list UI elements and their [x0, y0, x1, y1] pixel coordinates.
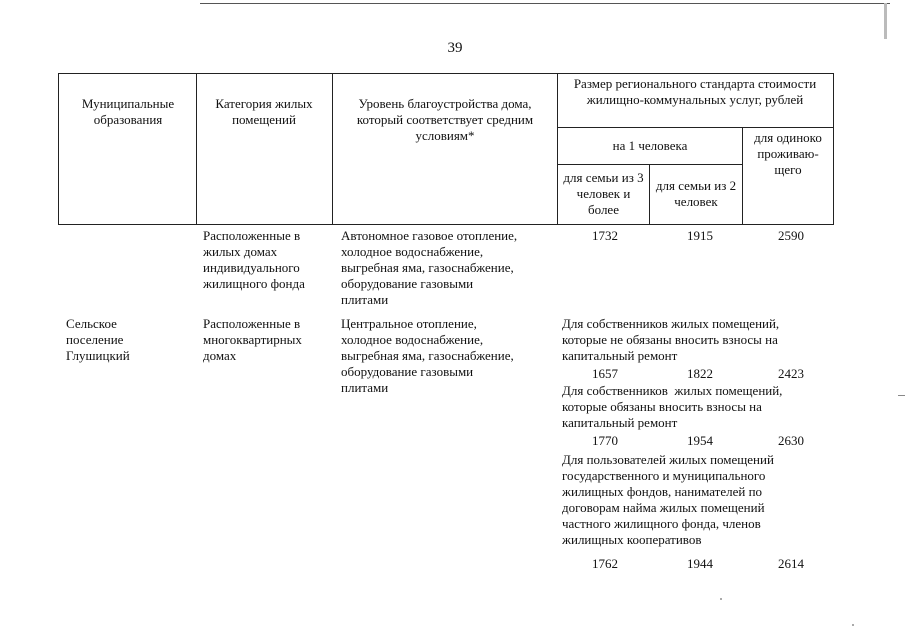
row2-group2-value-single: 2630: [778, 433, 804, 448]
row2-group3-label: Для пользователей жилых помещений государственного и муниципального жилищных фондов, нанимателей по договорам найма жилых помещений частного жилищного фонда, членов жилищных кооперативов: [562, 452, 774, 547]
top-rule: [200, 3, 890, 4]
row1-value-single: 2590: [778, 228, 804, 243]
header-family-2: для семьи из 2 человек: [655, 178, 737, 209]
row2-group3-value-single: 2614: [778, 556, 804, 571]
margin-dash: [898, 395, 905, 396]
header-housing-category: Категория жилых помещений: [215, 96, 313, 127]
row1-category: Расположенные в жилых домах индивидуального жилищного фонда: [203, 228, 305, 291]
row2-amenity-level: Центральное отопление, холодное водоснабжение, выгребная яма, газоснабжение, оборудование газовыми плитами: [341, 316, 514, 395]
row2-group2-value-family3: 1770: [592, 433, 618, 448]
header-family-3: для семьи из 3 человек и более: [563, 170, 644, 217]
row1-amenity-level: Автономное газовое отопление, холодное водоснабжение, выгребная яма, газоснабжение, оборудование газовыми плитами: [341, 228, 518, 307]
row2-group1-value-family3: 1657: [592, 366, 618, 381]
row2-group1-value-single: 2423: [778, 366, 804, 381]
row2-municipality: Сельское поселение Глушицкий: [66, 316, 130, 363]
row1-value-family2: 1915: [687, 228, 713, 243]
page-number: 39: [447, 40, 463, 56]
header-municipal-formations: Муниципальные образования: [81, 96, 175, 127]
row2-category: Расположенные в многоквартирных домах: [203, 316, 302, 363]
header-amenity-level: Уровень благоустройства дома, который соответствует средним условиям*: [356, 96, 534, 143]
row2-group3-value-family3: 1762: [592, 556, 618, 571]
header-regional-standard: Размер регионального стандарта стоимости жилищно-коммунальных услуг, рублей: [573, 76, 817, 107]
row1-value-family3: 1732: [592, 228, 618, 243]
row2-group1-value-family2: 1822: [687, 366, 713, 381]
row2-group2-label: Для собственников жилых помещений, которые обязаны вносить взносы на капитальный ремонт: [562, 383, 783, 430]
scan-edge-mark: [884, 3, 887, 39]
scan-speck: [720, 598, 722, 600]
row2-group2-value-family2: 1954: [687, 433, 713, 448]
row2-group3-value-family2: 1944: [687, 556, 713, 571]
header-single-resident: для одиноко проживаю-щего: [754, 130, 822, 177]
row2-group1-label: Для собственников жилых помещений, которые не обязаны вносить взносы на капитальный ремонт: [562, 316, 780, 363]
header-per-person: на 1 человека: [612, 138, 688, 153]
scan-speck: [852, 624, 854, 626]
